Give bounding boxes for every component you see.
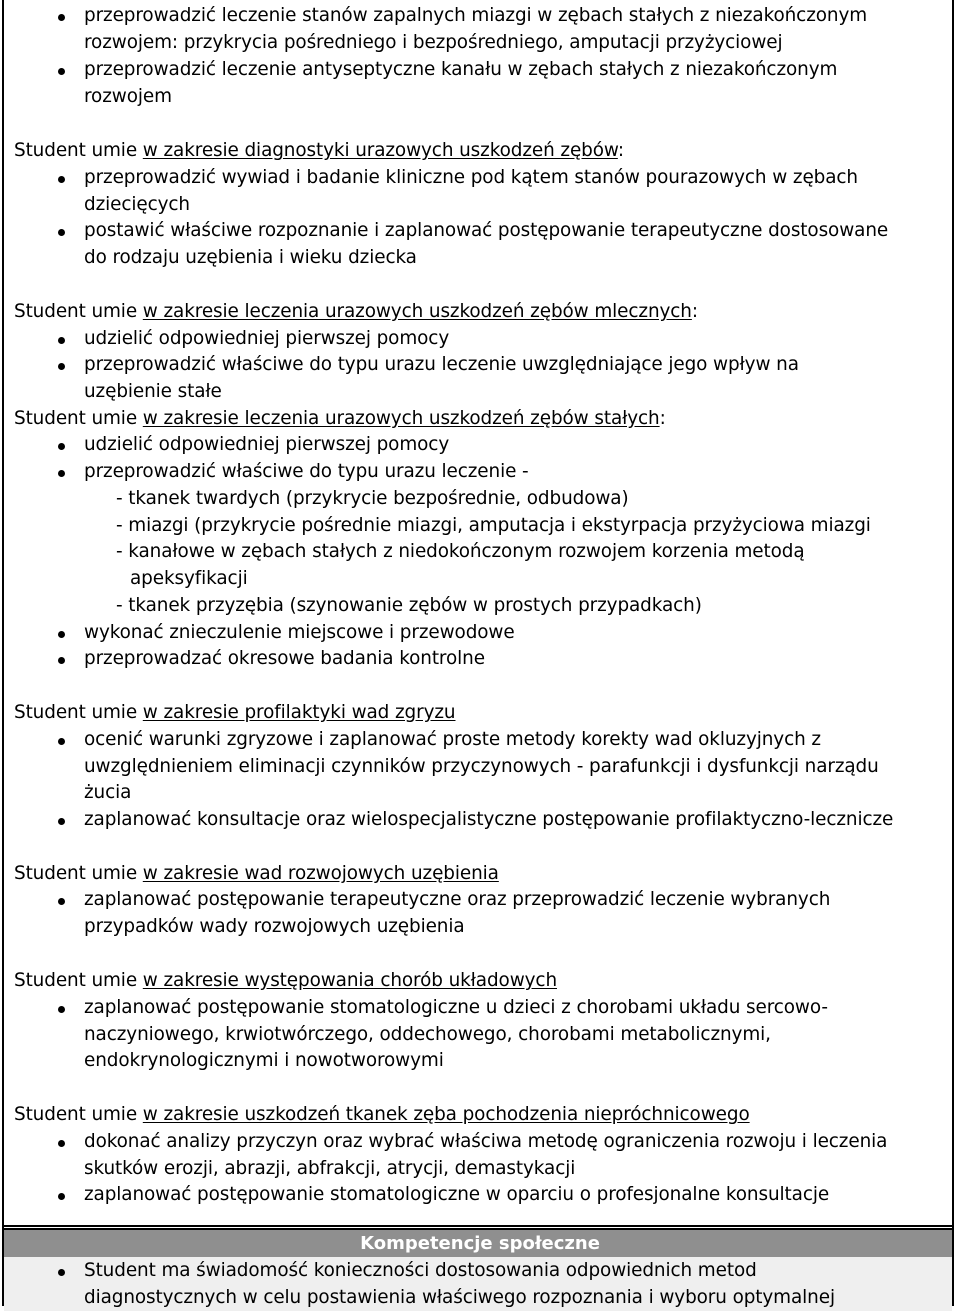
list-item-continuation: - tkanek twardych (przykrycie bezpośrednie, odbudowa)	[116, 488, 629, 509]
list-item: udzielić odpowiedniej pierwszej pomocy	[84, 328, 450, 349]
list-item-continuation: uwzględnieniem eliminacji czynników przyczynowych - parafunkcji i dysfunkcji narządu	[84, 756, 879, 777]
heading-tail: :	[691, 301, 698, 322]
section-heading	[14, 700, 456, 726]
list-item: zaplanować konsultacje oraz wielospecjalistyczne postępowanie profilaktyczno-lecznicze	[84, 809, 894, 830]
list-item-continuation: naczyniowego, krwiotwórczego, oddechowego, chorobami metabolicznymi,	[84, 1024, 771, 1045]
list-item-continuation: skutków erozji, abrazji, abfrakcji, atrycji, demastykacji	[84, 1158, 576, 1179]
heading-scope: w zakresie profilaktyki wad zgryzu	[142, 702, 456, 723]
list-item-continuation: - miazgi (przykrycie pośrednie miazgi, amputacja i ekstyrpacja przyżyciowa miazgi	[116, 515, 871, 536]
heading-lead: Student umie	[14, 408, 143, 429]
heading-tail: :	[659, 408, 666, 429]
list-item: przeprowadzić leczenie antyseptyczne kanału w zębach stałych z niezakończonym	[84, 59, 838, 80]
list-item: dokonać analizy przyczyn oraz wybrać właściwa metodę ograniczenia rozwoju i leczenia	[84, 1131, 888, 1152]
list-item-continuation: rozwojem: przykrycia pośredniego i bezpośredniego, amputacji przyżyciowej	[84, 32, 783, 53]
list-item-continuation: apeksyfikacji	[130, 568, 248, 589]
list-item-continuation: diagnostycznych w celu postawienia właściwego rozpoznania i wyboru optymalnej	[84, 1287, 835, 1308]
list-item: udzielić odpowiedniej pierwszej pomocy	[84, 434, 450, 455]
list-item-continuation: uzębienie stałe	[84, 381, 222, 402]
bullet-icon	[58, 898, 65, 905]
section-heading	[14, 138, 624, 164]
list-item: ocenić warunki zgryzowe i zaplanować proste metody korekty wad okluzyjnych z	[84, 729, 821, 750]
heading-scope: w zakresie wad rozwojowych uzębienia	[142, 863, 499, 884]
heading-scope: w zakresie leczenia urazowych uszkodzeń zębów mlecznych	[142, 301, 692, 322]
bullet-icon	[58, 1140, 65, 1147]
bullet-icon	[58, 631, 65, 638]
list-item: przeprowadzać okresowe badania kontrolne	[84, 648, 485, 669]
list-item-continuation: przypadków wady rozwojowych uzębienia	[84, 916, 465, 937]
bullet-icon	[58, 738, 65, 745]
heading-tail: :	[617, 140, 624, 161]
list-item-continuation: dziecięcych	[84, 194, 190, 215]
bullet-icon	[58, 176, 65, 183]
heading-lead: Student umie	[14, 970, 143, 991]
list-item-continuation: - tkanek przyzębia (szynowanie zębów w prostych przypadkach)	[116, 595, 702, 616]
section-title: Kompetencje społeczne	[360, 1233, 600, 1254]
list-item-continuation: endokrynologicznymi i nowotworowymi	[84, 1050, 444, 1071]
bullet-icon	[58, 1269, 65, 1276]
list-item: wykonać znieczulenie miejscowe i przewodowe	[84, 622, 515, 643]
heading-scope: w zakresie występowania chorób układowych	[142, 970, 557, 991]
heading-lead: Student umie	[14, 863, 143, 884]
heading-lead: Student umie	[14, 301, 143, 322]
heading-scope: w zakresie leczenia urazowych uszkodzeń zębów stałych	[142, 408, 660, 429]
list-item: przeprowadzić wywiad i badanie kliniczne pod kątem stanów pourazowych w zębach	[84, 167, 858, 188]
bullet-icon	[58, 337, 65, 344]
bullet-icon	[58, 443, 65, 450]
list-item: przeprowadzić właściwe do typu urazu leczenie uwzględniające jego wpływ na	[84, 354, 799, 375]
section-heading	[14, 299, 698, 325]
list-item: zaplanować postępowanie stomatologiczne w oparciu o profesjonalne konsultacje	[84, 1184, 830, 1205]
section-heading	[14, 406, 666, 432]
list-item: Student ma świadomość konieczności dostosowania odpowiednich metod	[84, 1260, 757, 1281]
bullet-icon	[58, 14, 65, 21]
bullet-icon	[58, 1193, 65, 1200]
list-item-continuation: do rodzaju uzębienia i wieku dziecka	[84, 247, 417, 268]
heading-scope: w zakresie uszkodzeń tkanek zęba pochodzenia niepróchnicowego	[142, 1104, 750, 1125]
bullet-icon	[58, 818, 65, 825]
list-item: zaplanować postępowanie stomatologiczne u dzieci z chorobami układu sercowo-	[84, 997, 828, 1018]
list-item: postawić właściwe rozpoznanie i zaplanować postępowanie terapeutyczne dostosowane	[84, 220, 889, 241]
list-item: przeprowadzić właściwe do typu urazu leczenie -	[84, 461, 529, 482]
list-item-continuation: żucia	[84, 782, 132, 803]
section-heading	[14, 861, 499, 887]
heading-lead: Student umie	[14, 702, 143, 723]
bullet-icon	[58, 470, 65, 477]
heading-lead: Student umie	[14, 1104, 143, 1125]
bullet-icon	[58, 229, 65, 236]
bullet-icon	[58, 363, 65, 370]
list-item: zaplanować postępowanie terapeutyczne oraz przeprowadzić leczenie wybranych	[84, 889, 831, 910]
list-item-continuation: - kanałowe w zębach stałych z niedokończonym rozwojem korzenia metodą	[116, 541, 805, 562]
bullet-icon	[58, 657, 65, 664]
list-item-continuation: rozwojem	[84, 86, 172, 107]
heading-lead: Student umie	[14, 140, 143, 161]
heading-scope: w zakresie diagnostyki urazowych uszkodzeń zębów	[142, 140, 618, 161]
bullet-icon	[58, 68, 65, 75]
table-divider	[2, 1225, 954, 1227]
bullet-icon	[58, 1006, 65, 1013]
list-item: przeprowadzić leczenie stanów zapalnych miazgi w zębach stałych z niezakończonym	[84, 5, 868, 26]
section-heading	[14, 1102, 750, 1128]
section-heading	[14, 968, 557, 994]
